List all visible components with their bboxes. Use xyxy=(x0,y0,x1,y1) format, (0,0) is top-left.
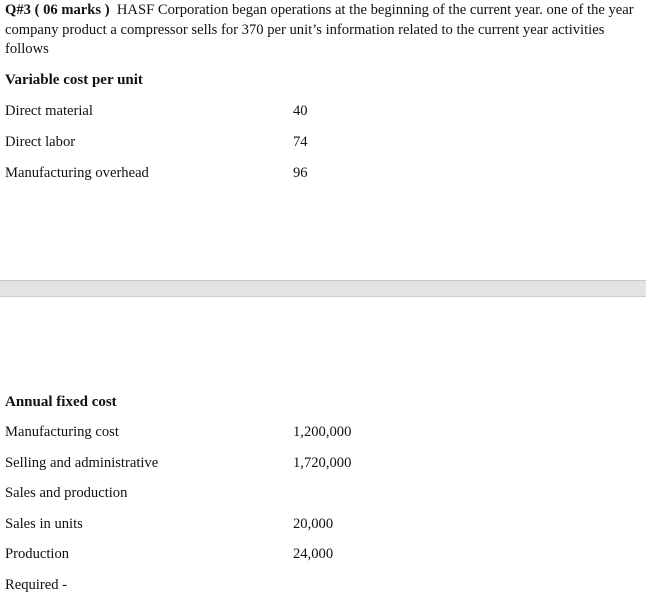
question-body: HASF Corporation began operations at the beginning of the current year. one of the year company product a compressor sells for 370 per unit’s information related to the current year activities follows xyxy=(5,2,634,57)
manufacturing-overhead-label: Manufacturing overhead xyxy=(5,165,149,181)
manufacturing-cost-value: 1,200,000 xyxy=(293,424,352,440)
production-label: Production xyxy=(5,546,70,562)
manufacturing-cost-label: Manufacturing cost xyxy=(5,424,119,440)
direct-labor-label: Direct labor xyxy=(5,134,76,150)
question-text xyxy=(5,1,641,60)
section-divider xyxy=(0,280,646,297)
direct-labor-value: 74 xyxy=(293,134,308,150)
selling-admin-label: Selling and administrative xyxy=(5,455,159,471)
variable-cost-heading: Variable cost per unit xyxy=(5,72,143,88)
sales-units-label: Sales in units xyxy=(5,516,83,532)
manufacturing-overhead-value: 96 xyxy=(293,165,308,181)
sales-units-value: 20,000 xyxy=(293,516,334,532)
required-label: Required - xyxy=(5,577,68,593)
question-label: Q#3 ( 06 marks ) xyxy=(5,2,110,18)
annual-fixed-cost-heading: Annual fixed cost xyxy=(5,394,117,410)
sales-production-heading: Sales and production xyxy=(5,485,128,501)
direct-material-label: Direct material xyxy=(5,103,93,119)
selling-admin-value: 1,720,000 xyxy=(293,455,352,471)
direct-material-value: 40 xyxy=(293,103,308,119)
production-value: 24,000 xyxy=(293,546,334,562)
